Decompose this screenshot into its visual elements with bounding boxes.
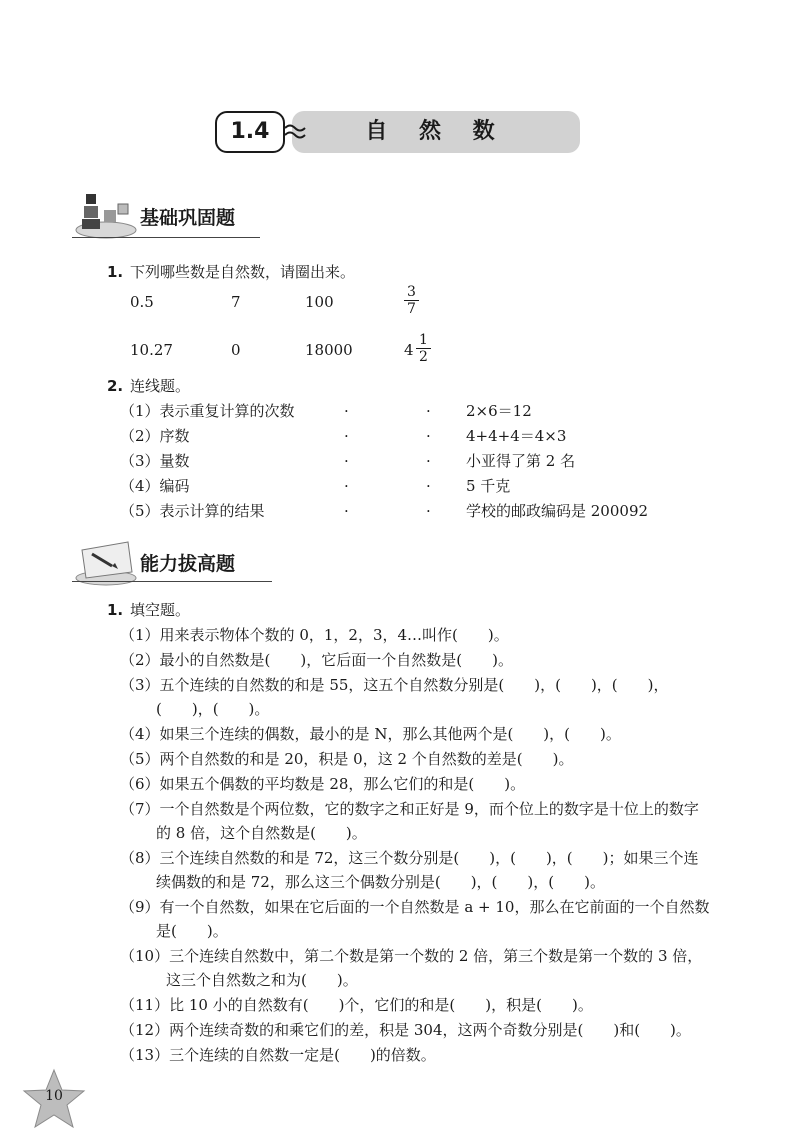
match-dot-right[interactable]: · — [426, 402, 431, 420]
heading-underline — [72, 237, 260, 238]
match-left-item: （2）序数 — [120, 427, 190, 445]
question-text: 连线题。 — [130, 377, 191, 395]
fill-blank-line: （6）如果五个偶数的平均数是 28，那么它们的和是( )。 — [120, 775, 526, 793]
number-item: 18000 — [305, 341, 353, 359]
fill-blank-line: （8）三个连续自然数的和是 72，这三个数分别是( )，( )，( )；如果三个连 — [120, 849, 699, 867]
match-right-item: 4+4+4＝4×3 — [466, 427, 567, 445]
number-item: 0.5 — [130, 293, 154, 311]
fill-blank-line: 是( )。 — [156, 922, 228, 940]
question-text: 填空题。 — [130, 601, 191, 619]
match-dot-left[interactable]: · — [344, 477, 349, 495]
match-dot-right[interactable]: · — [426, 427, 431, 445]
mixed-whole: 4 — [404, 341, 414, 359]
heading-underline — [72, 581, 272, 582]
section-heading-basic: 基础巩固题 — [140, 207, 236, 229]
section-title: 自 然 数 — [365, 119, 507, 144]
fill-blank-line: （10）三个连续自然数中，第二个数是第一个数的 2 倍，第三个数是第一个数的 3 倍， — [120, 947, 703, 965]
fill-blank-line: ( )，( )。 — [156, 700, 270, 718]
fraction-denominator: 7 — [407, 301, 416, 317]
page-number: 10 — [45, 1088, 63, 1104]
section-heading-advanced: 能力拔高题 — [140, 553, 236, 575]
question-number: 1. — [107, 601, 124, 619]
fill-blank-line: （2）最小的自然数是( )，它后面一个自然数是( )。 — [120, 651, 513, 669]
number-item: 100 — [305, 293, 334, 311]
fill-blank-line: 的 8 倍，这个自然数是( )。 — [156, 824, 367, 842]
fill-blank-line: （1）用来表示物体个数的 0，1，2，3，4…叫作( )。 — [120, 626, 509, 644]
fill-blank-line: （12）两个连续奇数的和乘它们的差，积是 304，这两个奇数分别是( )和( )。 — [120, 1021, 691, 1039]
question-number: 2. — [107, 377, 124, 395]
fill-blank-line: （4）如果三个连续的偶数，最小的是 N，那么其他两个是( )，( )。 — [120, 725, 621, 743]
match-right-item: 5 千克 — [466, 477, 511, 495]
match-left-item: （4）编码 — [120, 477, 190, 495]
match-dot-left[interactable]: · — [344, 452, 349, 470]
fill-blank-line: （7）一个自然数是个两位数，它的数字之和正好是 9，而个位上的数字是十位上的数字 — [120, 800, 699, 818]
match-dot-right[interactable]: · — [426, 477, 431, 495]
match-dot-left[interactable]: · — [344, 427, 349, 445]
fraction-numerator: 1 — [416, 332, 431, 349]
mixed-fraction — [416, 332, 431, 365]
fill-blank-line: 续偶数的和是 72，那么这三个偶数分别是( )，( )，( )。 — [156, 873, 605, 891]
question-number: 1. — [107, 263, 124, 281]
pen-paper-icon — [72, 536, 138, 586]
fraction-denominator: 2 — [419, 349, 428, 365]
match-right-item: 学校的邮政编码是 200092 — [466, 502, 649, 520]
fraction-item — [404, 284, 419, 317]
question-text: 下列哪些数是自然数，请圈出来。 — [130, 263, 356, 281]
match-right-item: 小亚得了第 2 名 — [466, 452, 576, 470]
match-left-item: （3）量数 — [120, 452, 190, 470]
fraction-numerator: 3 — [404, 284, 419, 301]
number-item: 7 — [231, 293, 241, 311]
fill-blank-line: （11）比 10 小的自然数有( )个，它们的和是( )，积是( )。 — [120, 996, 593, 1014]
match-left-item: （1）表示重复计算的次数 — [120, 402, 295, 420]
match-right-item: 2×6＝12 — [466, 402, 532, 420]
fill-blank-line: （5）两个自然数的和是 20，积是 0，这 2 个自然数的差是( )。 — [120, 750, 574, 768]
fill-blank-line: （9）有一个自然数，如果在它后面的一个自然数是 a + 10，那么在它前面的一个自然数 — [120, 898, 710, 916]
number-item: 10.27 — [130, 341, 173, 359]
fill-blank-line: 这三个自然数之和为( )。 — [166, 971, 358, 989]
fill-blank-line: （13）三个连续的自然数一定是( )的倍数。 — [120, 1046, 436, 1064]
match-left-item: （5）表示计算的结果 — [120, 502, 265, 520]
match-dot-left[interactable]: · — [344, 502, 349, 520]
match-dot-left[interactable]: · — [344, 402, 349, 420]
section-number: 1.4 — [215, 111, 285, 153]
fill-blank-line: （3）五个连续的自然数的和是 55，这五个自然数分别是( )，( )，( )， — [120, 676, 669, 694]
match-dot-right[interactable]: · — [426, 502, 431, 520]
number-item: 0 — [231, 341, 241, 359]
match-dot-right[interactable]: · — [426, 452, 431, 470]
blocks-icon — [72, 190, 138, 240]
